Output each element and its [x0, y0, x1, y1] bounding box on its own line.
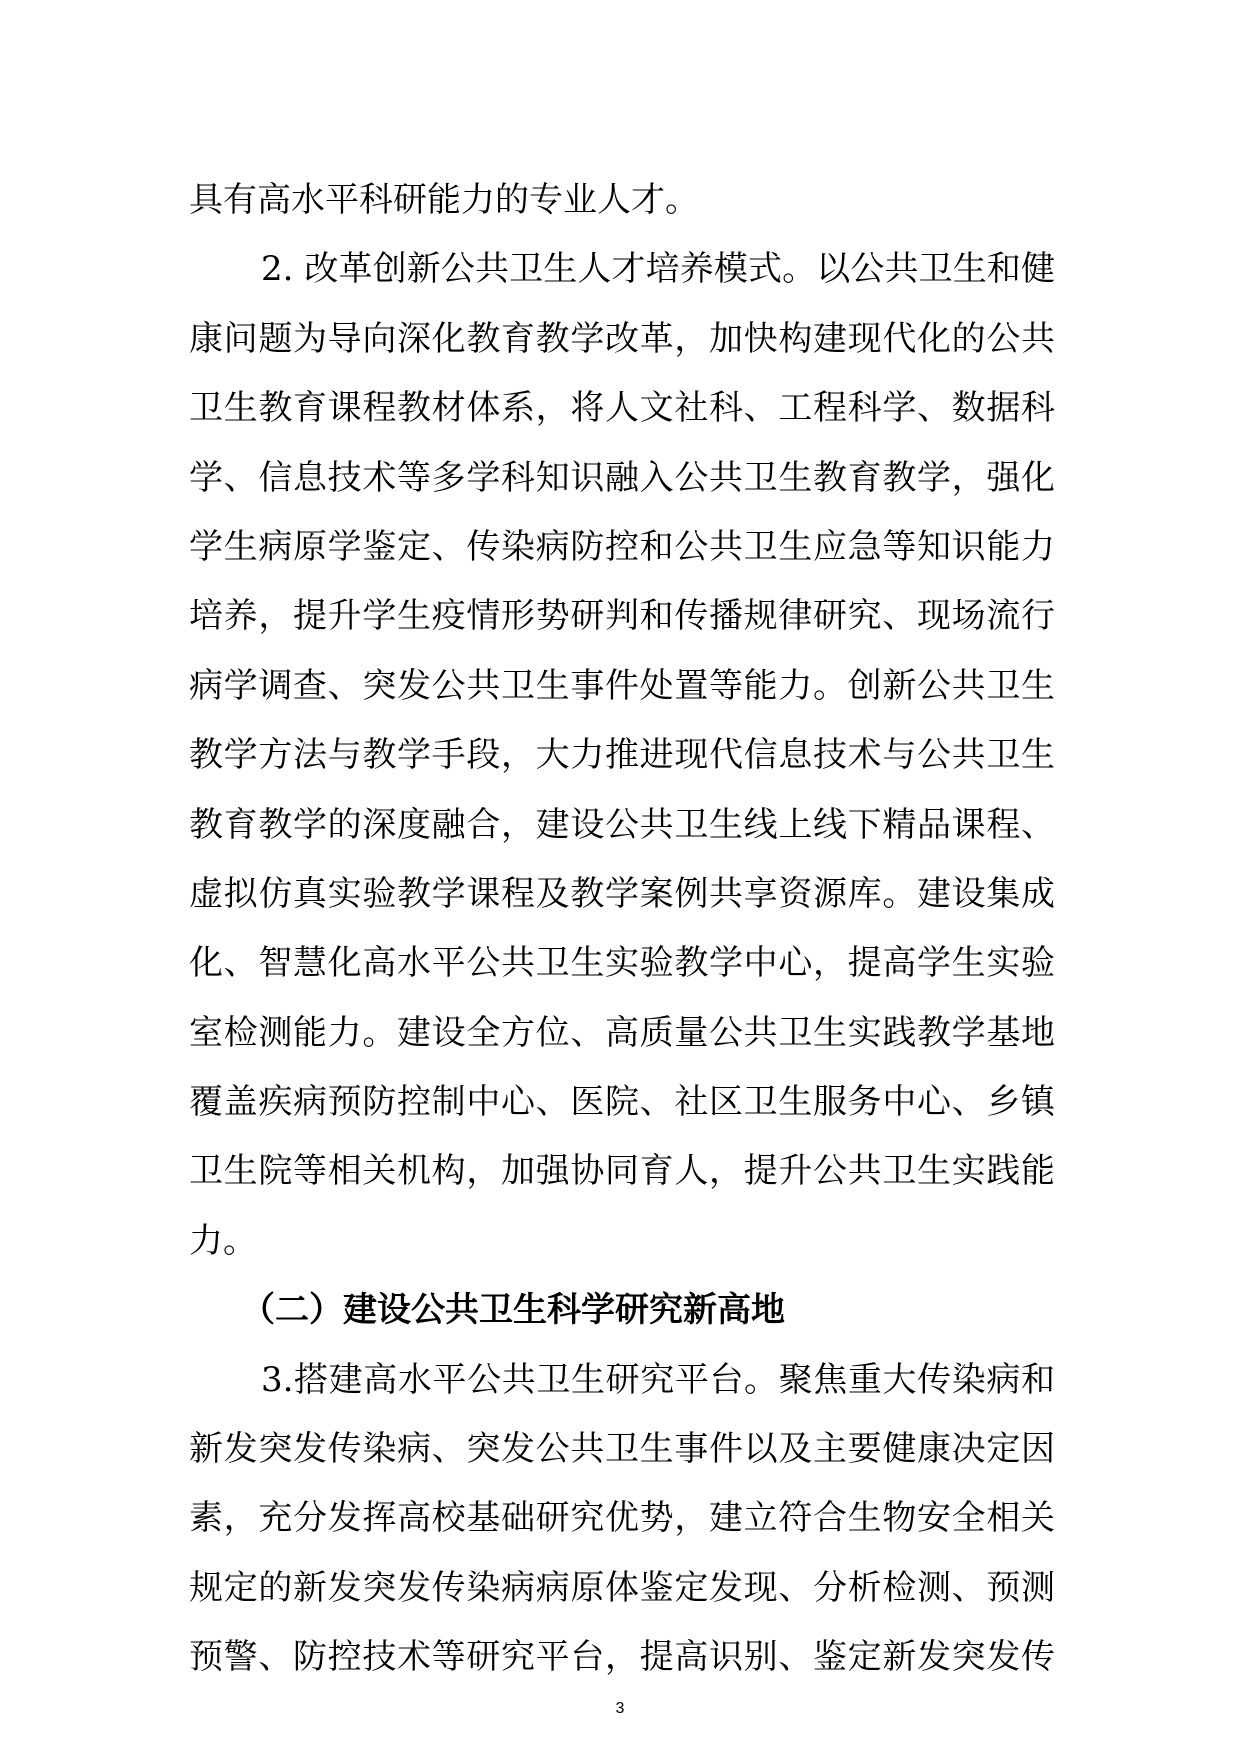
- paragraph-line: 病学调查、突发公共卫生事件处置等能力。创新公共卫生: [189, 665, 1055, 706]
- paragraph-line: 素，充分发挥高校基础研究优势，建立符合生物安全相关: [189, 1498, 1055, 1539]
- paragraph-line: 力。: [189, 1220, 257, 1261]
- paragraph-line: 学、信息技术等多学科知识融入公共卫生教育教学，强化: [189, 457, 1055, 498]
- paragraph-line: 规定的新发突发传染病病原体鉴定发现、分析检测、预测: [189, 1567, 1055, 1608]
- paragraph-line: 2. 改革创新公共卫生人才培养模式。以公共卫生和健: [261, 249, 1055, 290]
- paragraph-line: 新发突发传染病、突发公共卫生事件以及主要健康决定因: [189, 1429, 1055, 1470]
- paragraph-line: 化、智慧化高水平公共卫生实验教学中心，提高学生实验: [189, 943, 1055, 984]
- paragraph-line: 虚拟仿真实验教学课程及教学案例共享资源库。建设集成: [189, 873, 1055, 914]
- paragraph-line: 室检测能力。建设全方位、高质量公共卫生实践教学基地: [189, 1012, 1055, 1053]
- paragraph-line: 覆盖疾病预防控制中心、医院、社区卫生服务中心、乡镇: [189, 1082, 1055, 1123]
- paragraph-line: 卫生教育课程教材体系，将人文社科、工程科学、数据科: [189, 388, 1055, 429]
- paragraph-line: 3.搭建高水平公共卫生研究平台。聚焦重大传染病和: [261, 1359, 1055, 1400]
- document-body: [189, 166, 1055, 1693]
- paragraph-line: 教学方法与教学手段，大力推进现代信息技术与公共卫生: [189, 735, 1055, 776]
- paragraph-line: 学生病原学鉴定、传染病防控和公共卫生应急等知识能力: [189, 526, 1055, 567]
- paragraph-line: 康问题为导向深化教育教学改革，加快构建现代化的公共: [189, 318, 1055, 359]
- paragraph-line: 预警、防控技术等研究平台，提高识别、鉴定新发突发传: [189, 1637, 1055, 1678]
- page-number: 3: [615, 1700, 625, 1717]
- paragraph-line: 卫生院等相关机构，加强协同育人，提升公共卫生实践能: [189, 1151, 1055, 1192]
- paragraph-line: 具有高水平科研能力的专业人才。: [189, 180, 699, 220]
- paragraph-line: 培养，提升学生疫情形势研判和传播规律研究、现场流行: [189, 596, 1055, 637]
- section-heading: （二）建设公共卫生科学研究新高地: [241, 1290, 785, 1331]
- paragraph-line: 教育教学的深度融合，建设公共卫生线上线下精品课程、: [189, 804, 1055, 845]
